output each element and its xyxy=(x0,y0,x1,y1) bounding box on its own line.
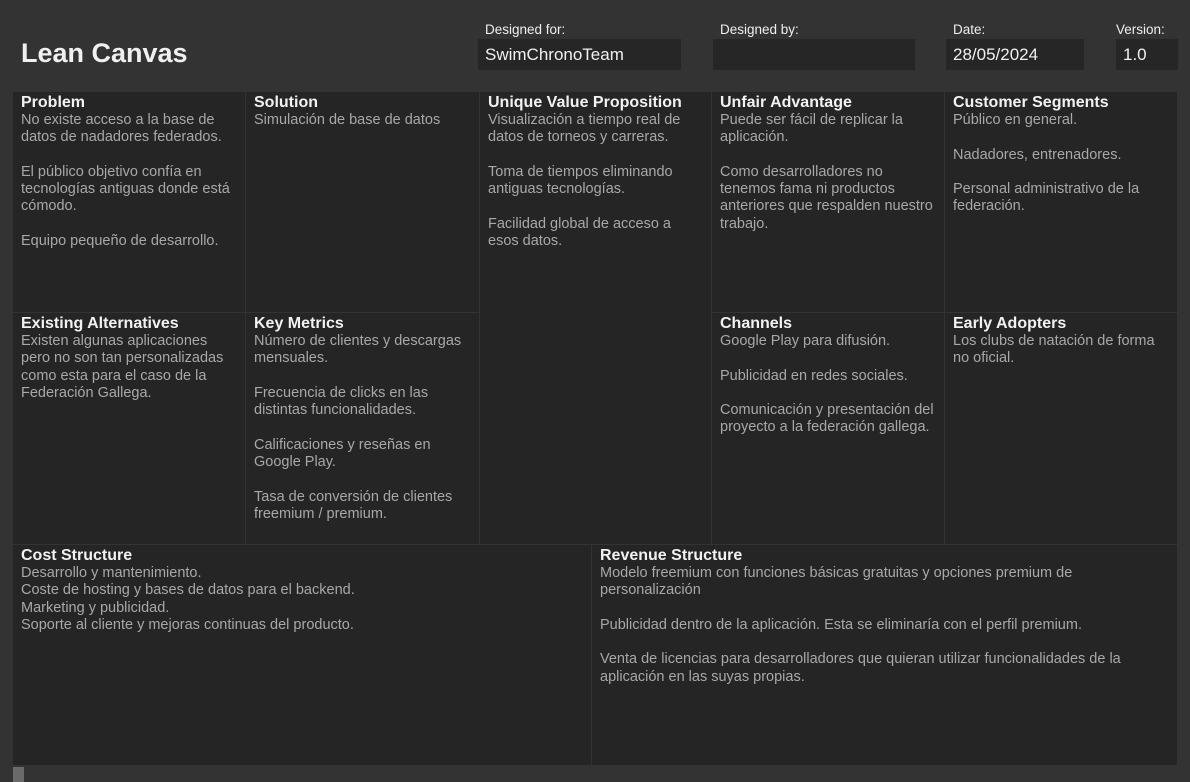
cell-item: Publicidad dentro de la aplicación. Esta se eliminaría con el perfil premium. xyxy=(600,616,1082,633)
cell-metrics[interactable] xyxy=(246,313,480,545)
cell-early[interactable] xyxy=(945,313,1178,545)
cell-title: Unique Value Proposition xyxy=(488,94,682,111)
cell-item: Soporte al cliente y mejoras continuas del producto. xyxy=(21,616,354,633)
version-label: Version: xyxy=(1116,22,1165,37)
cell-problem[interactable] xyxy=(13,92,246,313)
cell-title: Revenue Structure xyxy=(600,547,743,564)
cell-item: El público objetivo confía en tecnologías antiguas donde está cómodo. xyxy=(21,163,230,215)
designed-by-input[interactable] xyxy=(713,39,915,70)
date-input[interactable] xyxy=(946,39,1084,70)
cell-item: Nadadores, entrenadores. xyxy=(953,146,1122,163)
cell-cost[interactable] xyxy=(13,545,592,766)
cell-item: Modelo freemium con funciones básicas gratuitas y opciones premium de personalización xyxy=(600,565,1073,599)
cell-item: Coste de hosting y bases de datos para el backend. xyxy=(21,582,355,599)
page-title: Lean Canvas xyxy=(21,38,188,68)
cell-item: Simulación de base de datos xyxy=(254,112,441,128)
designed-by-label: Designed by: xyxy=(720,22,799,37)
cell-title: Early Adopters xyxy=(953,315,1067,332)
cell-item: Facilidad global de acceso a esos datos. xyxy=(488,215,671,250)
cell-item: Personal administrativo de la federación. xyxy=(953,181,1140,215)
cell-item: Desarrollo y mantenimiento. xyxy=(21,565,202,581)
cell-segments[interactable] xyxy=(945,92,1178,313)
cell-unfair[interactable] xyxy=(712,92,945,313)
date-field xyxy=(946,22,1084,70)
cell-title: Key Metrics xyxy=(254,315,344,332)
cell-item: Google Play para difusión. xyxy=(720,333,891,349)
cell-item: Venta de licencias para desarrolladores que quieran utilizar funcionalidades de la aplicación en las suyas propias. xyxy=(600,651,1121,685)
cell-item: Público en general. xyxy=(953,112,1078,128)
cell-alternatives[interactable] xyxy=(13,313,246,545)
designed-for-label: Designed for: xyxy=(485,22,566,37)
cell-uvp[interactable] xyxy=(480,92,712,545)
cell-item: Existen algunas aplicaciones pero no son tan personalizadas como esta para el caso de la Federación Gallega. xyxy=(21,333,224,401)
cell-title: Unfair Advantage xyxy=(720,94,852,111)
cell-item: Tasa de conversión de clientes freemium / premium. xyxy=(254,488,453,522)
designed-for-input[interactable] xyxy=(478,39,681,70)
cell-item: Calificaciones y reseñas en Google Play. xyxy=(254,436,431,471)
cell-item: Los clubs de natación de forma no oficial. xyxy=(953,333,1155,367)
cell-title: Problem xyxy=(21,94,86,111)
cell-item: Publicidad en redes sociales. xyxy=(720,367,908,384)
cell-title: Solution xyxy=(254,94,318,111)
designed-by-field xyxy=(713,22,915,70)
cell-title: Existing Alternatives xyxy=(21,315,179,332)
cell-item: Marketing y publicidad. xyxy=(21,599,170,616)
cell-title: Customer Segments xyxy=(953,94,1109,111)
version-input[interactable] xyxy=(1116,39,1178,70)
cell-title: Cost Structure xyxy=(21,547,133,564)
cell-item: No existe acceso a la base de datos de nadadores federados. xyxy=(21,112,222,146)
cell-item: Equipo pequeño de desarrollo. xyxy=(21,233,219,250)
cell-item: Visualización a tiempo real de datos de torneos y carreras. xyxy=(488,112,681,146)
cell-item: Como desarrolladores no tenemos fama ni productos anteriores que respalden nuestro trabajo. xyxy=(720,163,933,232)
cell-revenue[interactable] xyxy=(592,545,1178,766)
cell-item: Puede ser fácil de replicar la aplicación. xyxy=(720,112,903,146)
cell-solution[interactable] xyxy=(246,92,480,313)
version-field xyxy=(1116,22,1178,70)
designed-for-field xyxy=(478,22,681,70)
cell-item: Toma de tiempos eliminando antiguas tecnologías. xyxy=(488,163,673,198)
cell-title: Channels xyxy=(720,315,793,332)
cell-item: Comunicación y presentación del proyecto a la federación gallega. xyxy=(720,402,934,436)
cell-channels[interactable] xyxy=(712,313,945,545)
cell-item: Frecuencia de clicks en las distintas funcionalidades. xyxy=(254,384,429,419)
date-label: Date: xyxy=(953,22,986,37)
horizontal-scrollbar-thumb[interactable] xyxy=(13,767,24,782)
cell-item: Número de clientes y descargas mensuales. xyxy=(254,333,462,367)
